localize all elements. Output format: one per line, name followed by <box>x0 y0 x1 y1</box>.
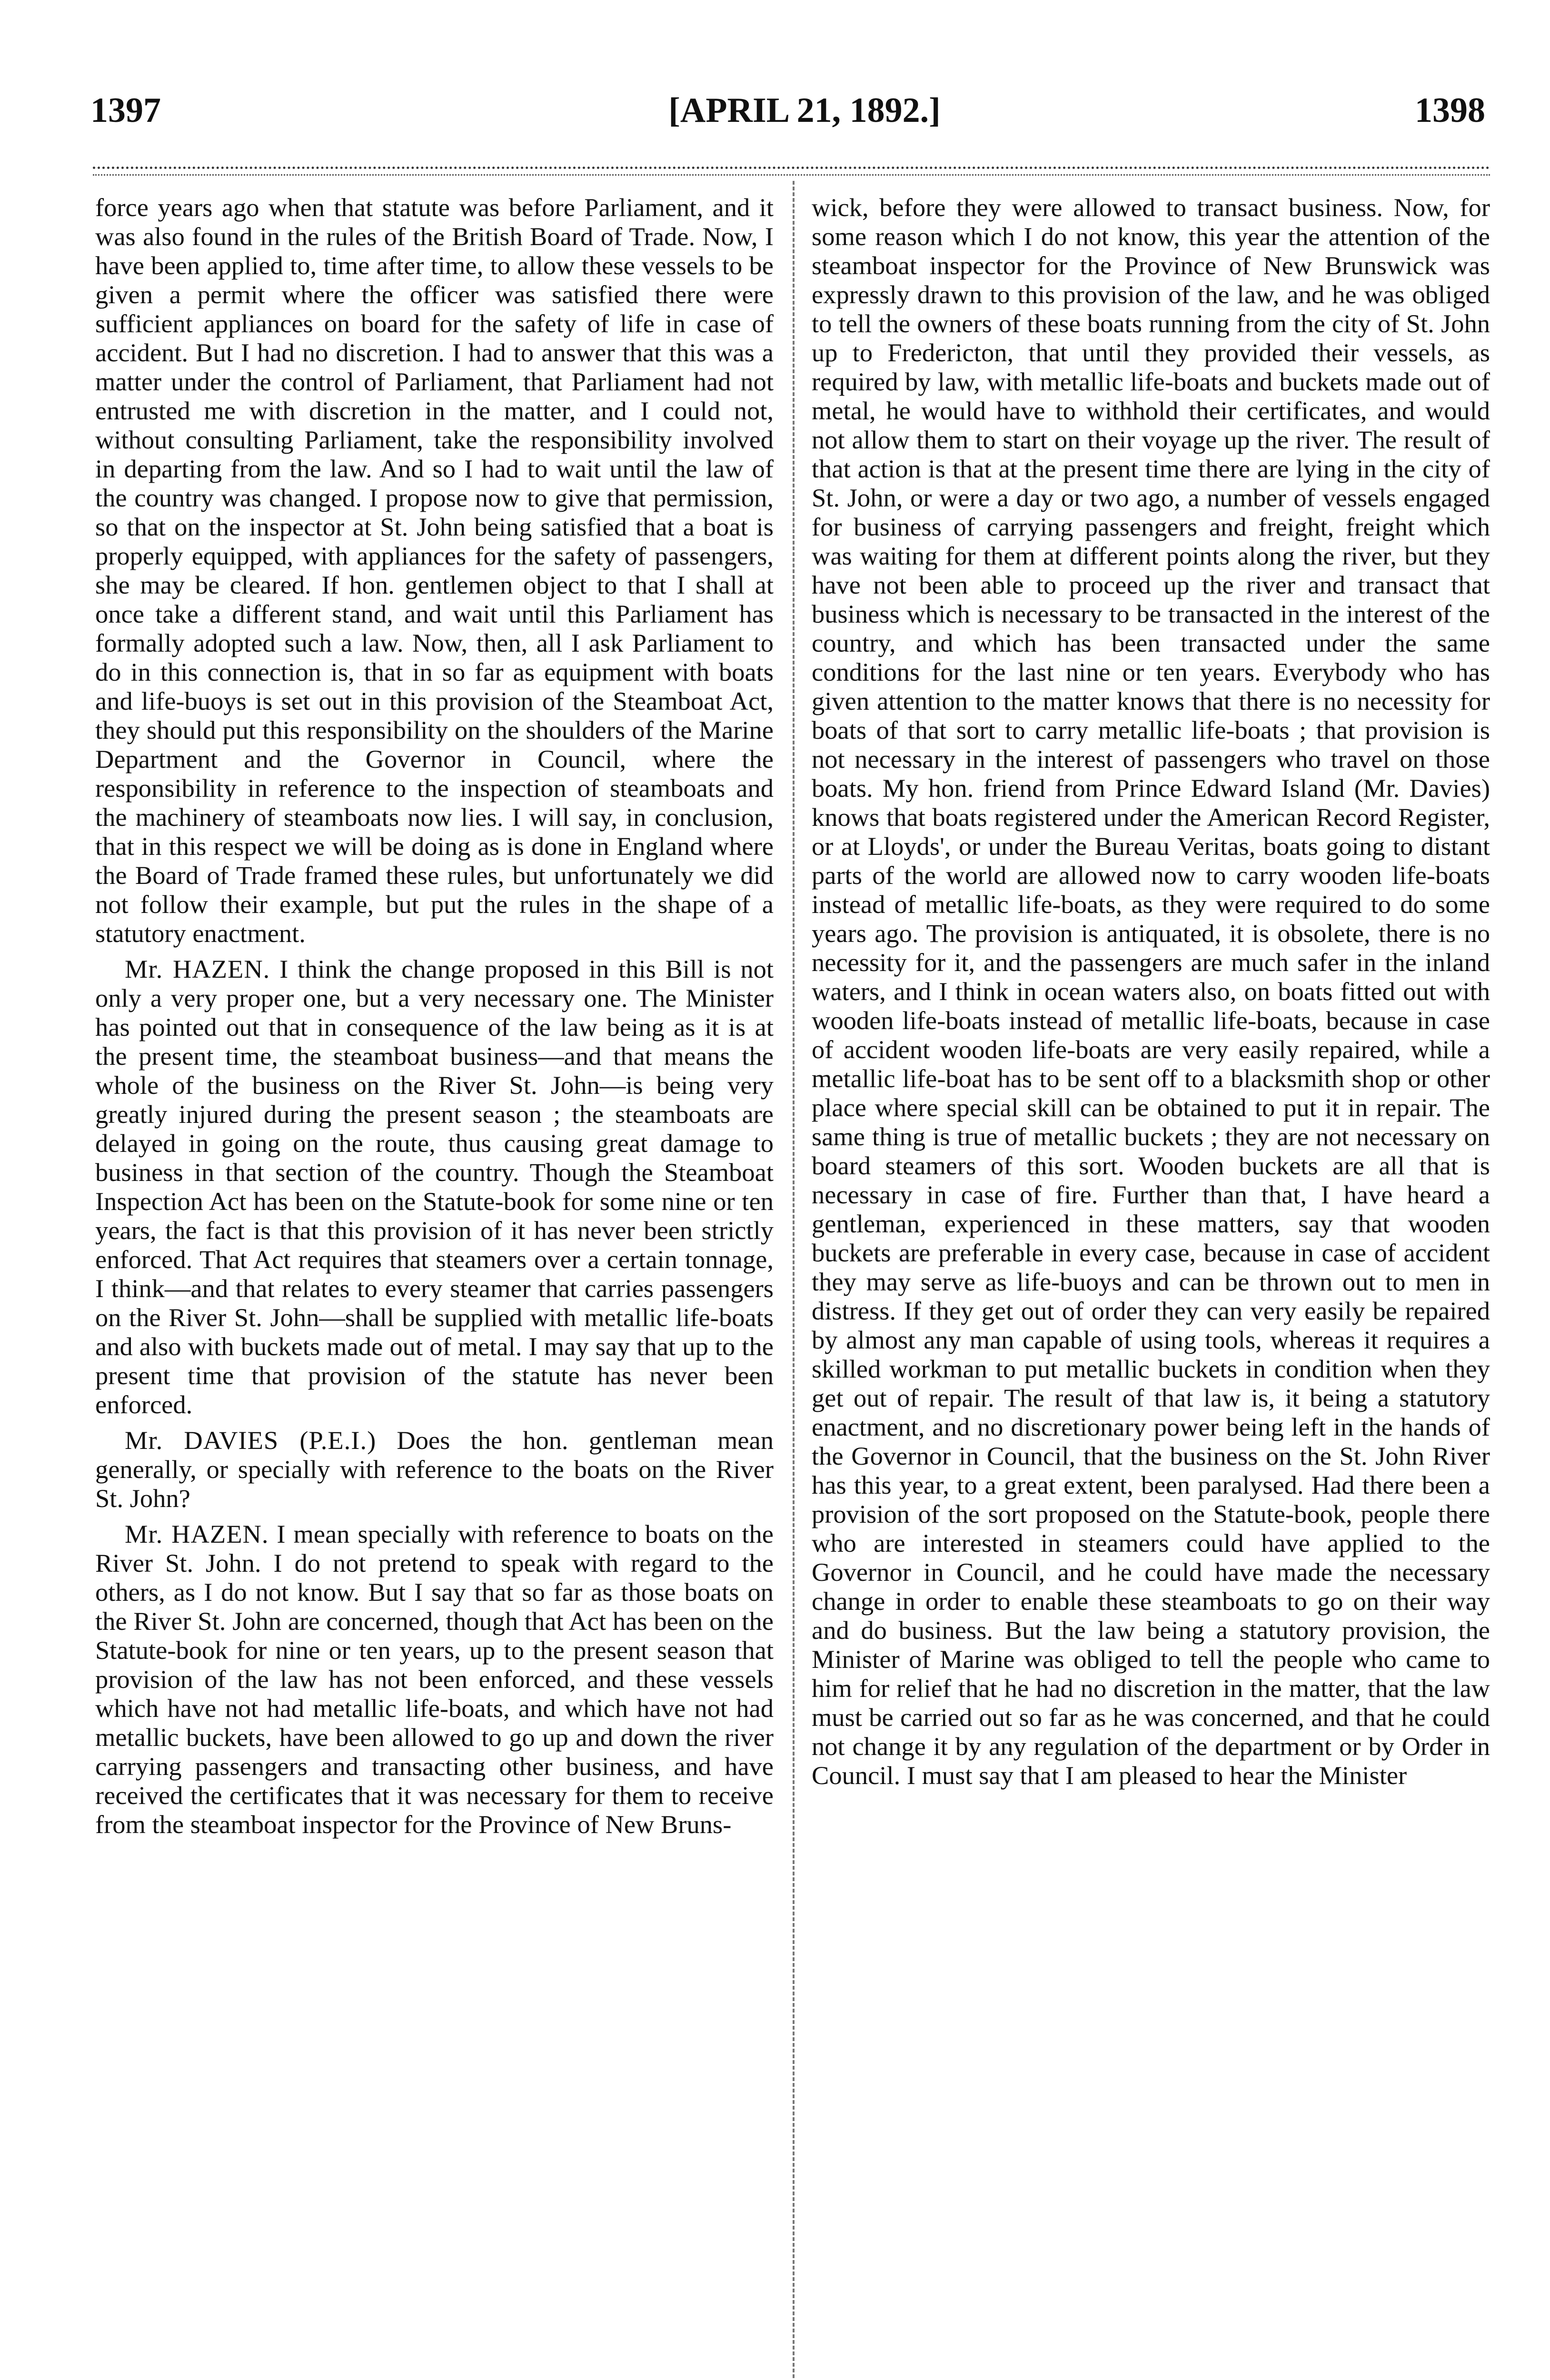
paragraph-continuation: force years ago when that statute was before Parliament, and it was also found in the rules of the British Board of Trade. Now, I have been applied to, time after time, to allow these vessels to be given a permit where the officer was satisfied there were sufficient appliances on board for the safety of life in case of accident. But I had no discretion. I had to answer that this was a matter under the control of Parliament, that Parliament had not entrusted me with discretion in the matter, and I could not, without consulting Parliament, take the responsibility involved in departing from the law. And so I had to wait until the law of the country was changed. I propose now to give that permission, so that on the inspector at St. John being satisfied that a boat is properly equipped, with appliances for the safety of passengers, she may be cleared. If hon. gentlemen object to that I shall at once take a different stand, and wait until this Parliament has formally adopted such a law. Now, then, all I ask Parliament to do in this connection is, that in so far as equipment with boats and life-buoys is set out in this provision of the Steamboat Act, they should put this responsibility on the shoulders of the Marine Department and the Governor in Council, where the responsibility in reference to the inspection of steamboats and the machinery of steamboats now lies. I will say, in conclusion, that in this respect we will be doing as is done in England where the Board of Trade framed these rules, but unfortunately we did not follow their example, but put the rules in the shape of a statutory enactment. <box>95 193 774 948</box>
speech-text: I mean specially with reference to boats on the River St. John. I do not pretend to speak with regard to the others, as I do not know. But I say that so far as those boats on the River St. John are concerned, though that Act has been on the Statute-book for nine or ten years, up to the present season that provision of the law has not been enforced, and these vessels which have not had metallic life-boats, and which have not had metallic buckets, have been allowed to go up and down the river carrying passengers and transacting other business, and have received the certificates that it was necessary for them to receive from the steamboat inspector for the Province of New Bruns- <box>95 1519 774 1839</box>
header-date: [APRIL 21, 1892.] <box>668 91 941 130</box>
paragraph-hazen-1 <box>95 954 774 1419</box>
column-divider <box>793 181 795 2380</box>
speaker-name: Mr. DAVIES (P.E.I.) <box>125 1426 377 1455</box>
speech-text: Does the hon. gentleman mean generally, or specially with reference to the boats on the River St. John? <box>95 1426 774 1513</box>
paragraph-hazen-continued: wick, before they were allowed to transact business. Now, for some reason which I do not know, this year the attention of the steamboat inspector for the Province of New Brunswick was expressly drawn to this provision of the law, and he was obliged to tell the owners of these boats running from the city of St. John up to Fredericton, that until they provided their vessels, as required by law, with metallic life-boats and buckets made out of metal, he would have to withhold their certificates, and would not allow them to start on their voyage up the river. The result of that action is that at the present time there are lying in the city of St. John, or were a day or two ago, a number of vessels engaged for business of carrying passengers and freight, freight which was waiting for them at different points along the river, but they have not been able to proceed up the river and transact that business which is necessary to be transacted in the interest of the country, and which has been transacted under the same conditions for the last nine or ten years. Everybody who has given attention to the matter knows that there is no necessity for boats of that sort to carry metallic life-boats ; that provision is not necessary in the interest of passengers who travel on those boats. My hon. friend from Prince Edward Island (Mr. Davies) knows that boats registered under the American Record Register, or at Lloyds', or under the Bureau Veritas, boats going to distant parts of the world are allowed now to carry wooden life-boats instead of metallic life-boats, as they were required to do some years ago. The provision is antiquated, it is obsolete, there is no necessity for it, and the passengers are much safer in the inland waters, and I think in ocean waters also, on boats fitted out with wooden life-boats instead of metallic life-boats, because in case of accident wooden life-boats are very easily repaired, while a metallic life-boat has to be sent off to a blacksmith shop or other place where special skill can be obtained to put it in repair. The same thing is true of metallic buckets ; they are not necessary on board steamers of this sort. Wooden buckets are all that is necessary in case of fire. Further than that, I have heard a gentleman, experienced in these matters, say that wooden buckets are preferable in every case, because in case of accident they may serve as life-buoys and can be thrown out to men in distress. If they get out of order they can very easily be repaired by almost any man capable of using tools, whereas it requires a skilled workman to put metallic buckets in condition when they get out of repair. The result of that law is, it being a statutory enactment, and no discretionary power being left in the hands of the Governor in Council, that the business on the St. John River has this year, to a great extent, been paralysed. Had there been a provision of the sort proposed on the Statute-book, people there who are interested in steamers could have applied to the Governor in Council, and he could have made the necessary change in order to enable these steamboats to go on their way and do business. But the law being a statutory provision, the Minister of Marine was obliged to tell the people who came to him for relief that he had no discretion in the matter, that the law must be carried out so far as he was concerned, and that he could not change it by any regulation of the department or by Order in Council. I must say that I am pleased to hear the Minister <box>812 193 1490 1790</box>
paragraph-davies <box>95 1426 774 1513</box>
header-rule-secondary <box>93 174 1490 176</box>
speech-text: I think the change proposed in this Bill is not only a very proper one, but a very necessary one. The Minister has pointed out that in consequence of the law being as it is at the present time, the steamboat business—and that means the whole of the business on the River St. John—is being very greatly injured during the present season ; the steamboats are delayed in going on the route, thus causing great damage to business in that section of the country. Though the Steamboat Inspection Act has been on the Statute-book for some nine or ten years, the fact is that this provision of it has never been strictly enforced. That Act requires that steamers over a certain tonnage, I think—and that relates to every steamer that carries passengers on the River St. John—shall be supplied with metallic life-boats and also with buckets made out of metal. I may say that up to the present time that provision of the statute has never been enforced. <box>95 954 774 1419</box>
speaker-name: Mr. HAZEN. <box>125 1519 269 1548</box>
right-column <box>812 193 1490 2380</box>
left-column <box>95 193 774 2380</box>
page-number-left: 1397 <box>90 91 161 130</box>
speaker-name: Mr. HAZEN. <box>125 954 270 983</box>
paragraph-hazen-2 <box>95 1519 774 1839</box>
page-number-right: 1398 <box>1415 91 1485 130</box>
page-header <box>90 90 1485 143</box>
header-rule <box>93 167 1490 169</box>
